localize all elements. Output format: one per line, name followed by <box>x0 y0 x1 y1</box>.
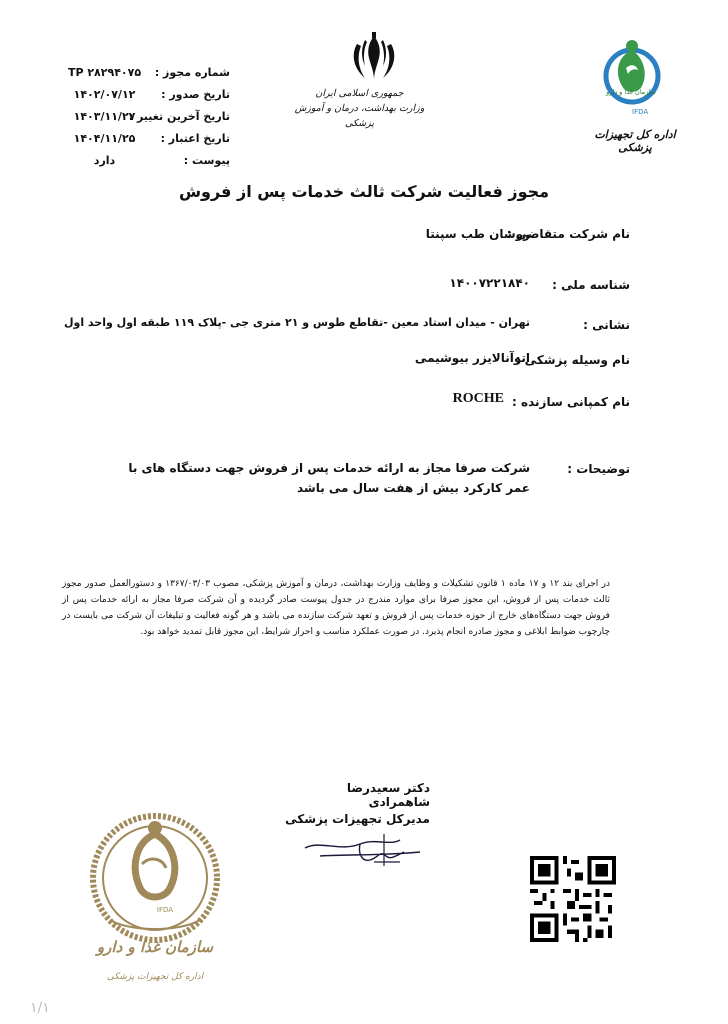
qr-code-icon <box>530 856 616 942</box>
page-number: ۱/۱ <box>30 1000 50 1016</box>
meta-value: ۱۴۰۳/۱۱/۲۷ <box>73 110 136 123</box>
applicant-value: روشان طب سپنتا <box>425 227 530 241</box>
device-value: اتوآنالایزر بیوشیمی <box>414 351 530 365</box>
applicant-label: نام شرکت متقاضی : <box>506 227 630 241</box>
signatory-name: دکتر سعیدرضا شاهمرادی <box>346 781 430 809</box>
ifda-logo-icon <box>600 38 664 114</box>
ministry-line-2: وزارت بهداشت، درمان و آموزش پزشکی <box>294 103 425 129</box>
license-meta <box>50 62 230 172</box>
meta-label: پیوست : <box>183 154 230 167</box>
manufacturer-value: ROCHE <box>452 391 504 406</box>
meta-label: تاریخ اعتبار : <box>160 132 230 145</box>
seal-dept-name: اداره کل تجهیزات پزشکی <box>106 972 204 982</box>
department-name: اداره کل تجهیزات پزشکی <box>594 128 676 154</box>
meta-label: شماره مجوز : <box>154 66 230 79</box>
meta-row-attachment <box>50 150 230 172</box>
device-label: نام وسیله پزشکی : <box>515 353 630 367</box>
meta-value: دارد <box>93 154 116 167</box>
meta-row-last-change <box>50 106 230 128</box>
national-id-value: ۱۴۰۰۷۲۲۱۸۴۰ <box>449 276 530 290</box>
signatory-role: مدیرکل تجهیزات پزشکی <box>285 812 430 826</box>
ifda-logo-label: IFDA <box>632 108 649 116</box>
ministry-line-1: جمهوری اسلامی ایران <box>315 88 404 99</box>
ifda-org-small: سازمان غذا و دارو <box>606 88 656 96</box>
seal-ifda-label: IFDA <box>156 906 174 914</box>
meta-value: ۱۴۰۲/۰۷/۱۲ <box>73 88 136 101</box>
meta-value: TP ۲۸۲۹۴۰۷۵ <box>67 66 142 79</box>
handwritten-signature-icon <box>300 826 430 871</box>
address-label: نشانی : <box>583 318 630 332</box>
address-value: تهران - میدان استاد معین -تقاطع طوس و ۲۱ متری جی -پلاک ۱۱۹ طبقه اول واحد اول <box>63 316 530 329</box>
manufacturer-label: نام کمپانی سازنده : <box>512 395 630 409</box>
meta-label: تاریخ آخرین تغییر : <box>128 110 230 123</box>
meta-row-validity <box>50 128 230 150</box>
meta-row-license-number <box>50 62 230 84</box>
meta-label: تاریخ صدور : <box>161 88 230 101</box>
national-id-label: شناسه ملی : <box>552 278 630 292</box>
seal-org-name: سازمان غذا و دارو <box>96 938 214 956</box>
ministry-name <box>292 86 427 131</box>
page-title: مجوز فعالیت شرکت ثالث خدمات پس از فروش <box>178 182 550 201</box>
meta-row-issue-date <box>50 84 230 106</box>
iran-emblem-icon <box>345 32 403 84</box>
legal-paragraph: در اجرای بند ۱۲ و ۱۷ ماده ۱ قانون تشکیلات و وظایف وزارت بهداشت، درمان و آموزش پزشکی، مصوب ۱۳۶۷/۰۳/۰۳ و دستورالعمل صدور مجوز ثالث خدمات پس از فروش، این مجوز صرفا برای موارد مندرج در جدول پیوست صادر گردیده و آن شرکت صرفا مجاز به ارائه خدمات پس از فروش جهت دستگاه‌های خارج از حوزه خدمات پس از فروش و تعهد شرکت سازنده می باشد و هر گونه فعالیت و تبلیغات آن شرکت می بایست در چارچوب ضوابط ابلاغی و مجوز صادره انجام پذیرد. در صورت عملکرد مناسب و احراز شرایط، این مجوز قابل تمدید خواهد بود. <box>62 579 610 637</box>
notes-label: توضیحات : <box>567 462 630 476</box>
meta-value: ۱۴۰۴/۱۱/۲۵ <box>73 132 136 145</box>
notes-value: شرکت صرفا مجاز به ارائه خدمات پس از فروش جهت دستگاه های با عمر کارکرد بیش از هفت سال می باشد <box>128 461 530 495</box>
